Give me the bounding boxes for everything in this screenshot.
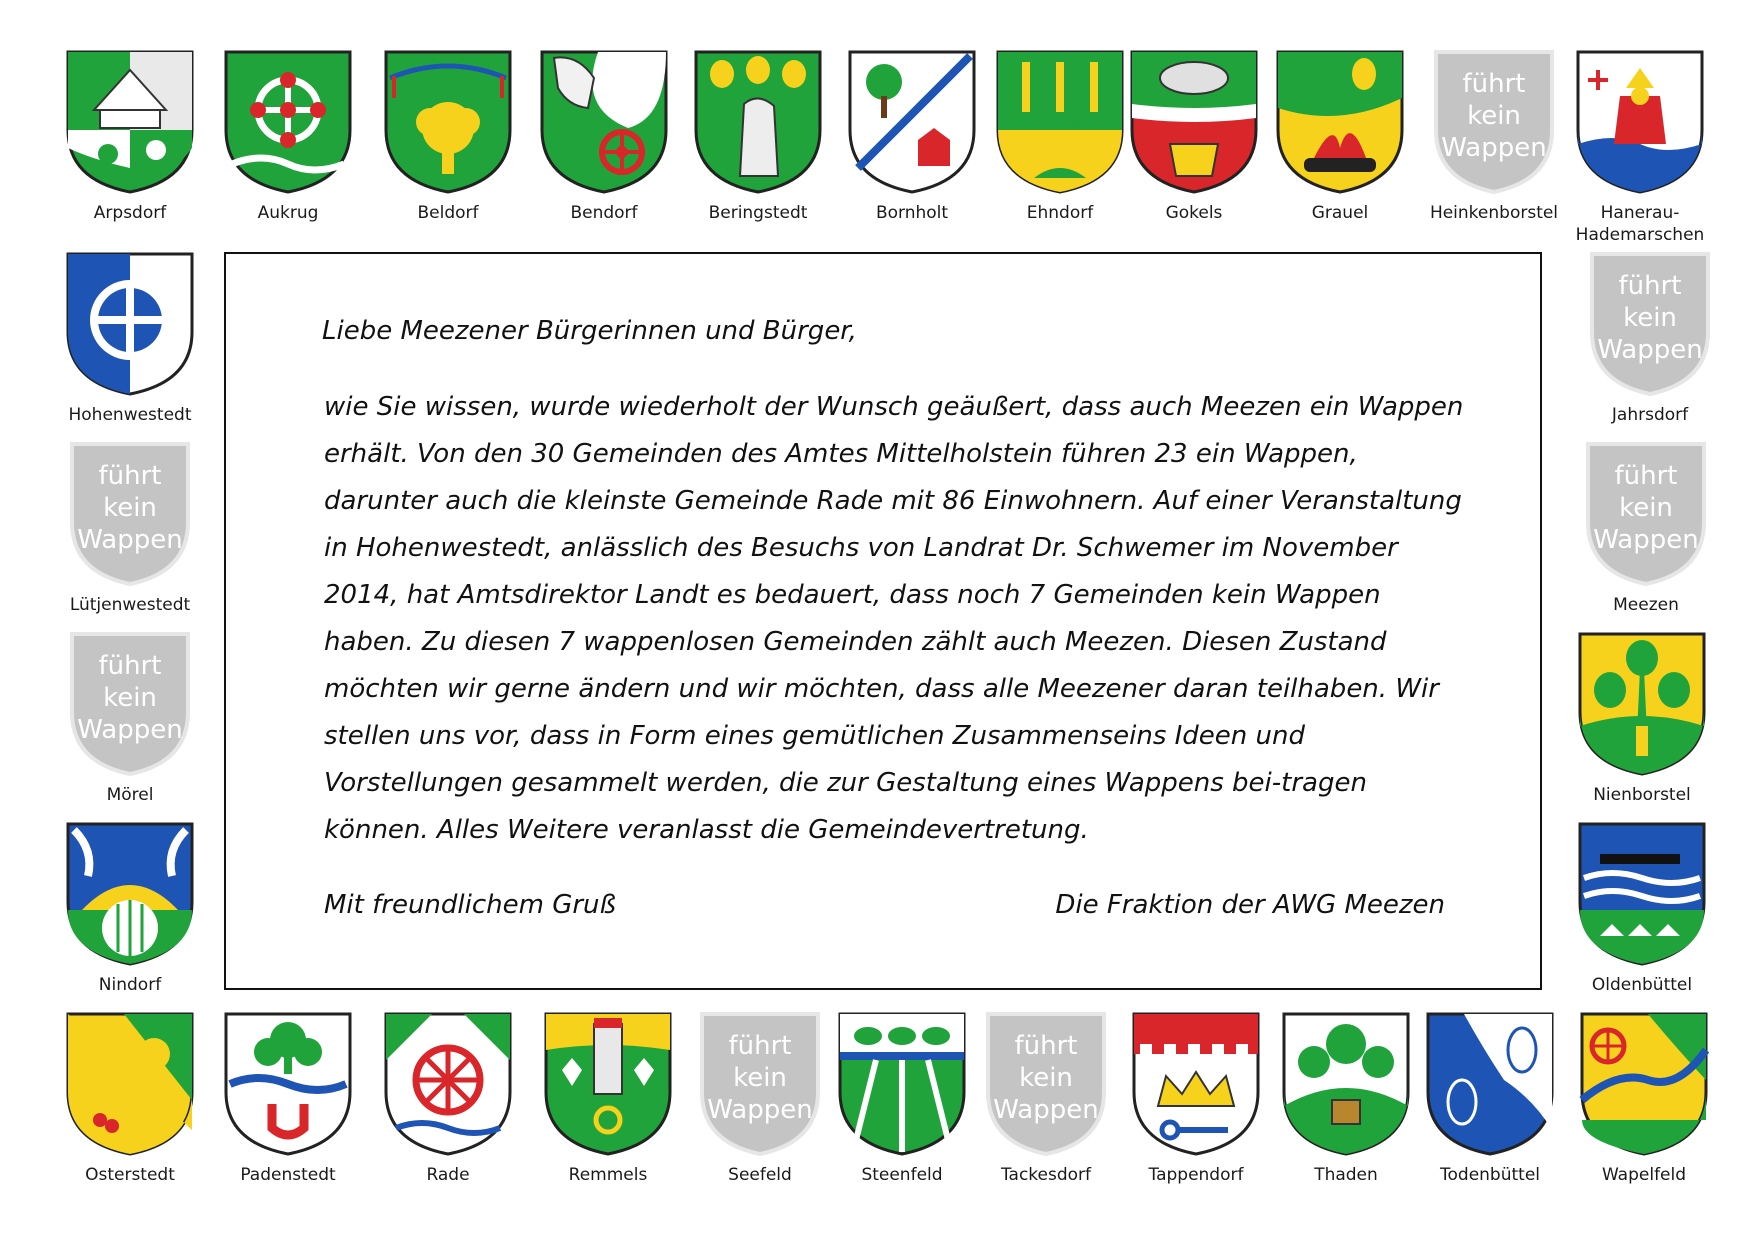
grauel-coat-of-arms-icon <box>1274 48 1406 196</box>
crest-arpsdorf <box>60 48 200 238</box>
arpsdorf-coat-of-arms-icon <box>64 48 196 196</box>
no-crest-line-3: Wappen <box>993 1095 1099 1125</box>
crest-moerel <box>60 630 200 820</box>
no-crest-line-3: Wappen <box>77 525 183 555</box>
no-crest-line-3: Wappen <box>1441 133 1547 163</box>
crest-name: Thaden <box>1314 1165 1378 1185</box>
gokels-coat-of-arms-icon <box>1128 48 1260 196</box>
crest-name: Lütjenwestedt <box>69 595 191 615</box>
crest-grauel <box>1270 48 1410 238</box>
crest-todenbuettel <box>1420 1010 1560 1200</box>
crest-name: Gokels <box>1165 203 1223 223</box>
oldenbuettel-coat-of-arms-icon <box>1576 820 1708 968</box>
no-crest-line-1: führt <box>1462 69 1526 99</box>
crest-luetjenwestedt <box>60 440 200 630</box>
crest-bornholt <box>842 48 982 238</box>
letter-body: wie Sie wissen, wurde wiederholt der Wunsch geäußert, dass auch Meezen ein Wappen erhält. Von den 30 Gemeinden des Amtes Mittelholstein führen 23 ein Wappen, darunter auch die kleinste Gemeinde Rade mit 86 Einwohnern. Auf einer Veranstaltung in Hohenwestedt, anlässlich des Besuchs von Landrat Dr. Schwemer im November 2014, hat Amtsdirektor Landt es bedauert, dass noch 7 Gemeinden kein Wappen haben. Zu diesen 7 wappenlosen Gemeinden zählt auch Meezen. Diesen Zustand möchten wir gerne ändern und wir möchten, dass alle Meezener daran teilhaben. Wir stellen uns vor, dass in Form eines gemütlichen Zusammenseins Ideen und Vorstellungen gesammelt werden, die zur Gestaltung eines Wappens bei-tragen können. Alles Weitere veranlasst die Gemeindevertretung. <box>324 392 1464 845</box>
no-coat-of-arms-placeholder-icon <box>1584 440 1708 588</box>
no-crest-line-1: führt <box>98 651 162 681</box>
crest-rade <box>378 1010 518 1200</box>
crest-name: Rade <box>426 1165 470 1185</box>
crest-nienborstel <box>1572 630 1712 820</box>
no-crest-line-2: kein <box>1623 303 1677 333</box>
crest-hanerau-hademarschen <box>1570 48 1710 245</box>
crest-hohenwestedt <box>60 250 200 440</box>
crest-osterstedt <box>60 1010 200 1200</box>
ehndorf-coat-of-arms-icon <box>994 48 1126 196</box>
crest-name: Seefeld <box>728 1165 792 1185</box>
no-coat-of-arms-placeholder-icon <box>698 1010 822 1158</box>
crest-bendorf <box>534 48 674 238</box>
crest-heinkenborstel <box>1424 48 1564 238</box>
no-coat-of-arms-placeholder-icon <box>1588 250 1712 398</box>
crest-jahrsdorf <box>1580 250 1720 440</box>
crest-tappendorf <box>1126 1010 1266 1200</box>
crest-beringstedt <box>688 48 828 238</box>
no-crest-line-3: Wappen <box>77 715 183 745</box>
bendorf-coat-of-arms-icon <box>538 48 670 196</box>
letter-salutation: Liebe Meezener Bürgerinnen und Bürger, <box>322 316 857 346</box>
remmels-coat-of-arms-icon <box>542 1010 674 1158</box>
crest-meezen <box>1576 440 1716 630</box>
crest-name: Osterstedt <box>85 1165 175 1185</box>
crest-name: Padenstedt <box>240 1165 336 1185</box>
crest-steenfeld <box>832 1010 972 1200</box>
crest-name: Hohenwestedt <box>68 405 192 425</box>
crest-name: Hanerau-Hademarschen <box>1575 203 1705 245</box>
todenbuettel-coat-of-arms-icon <box>1424 1010 1556 1158</box>
crest-oldenbuettel <box>1572 820 1712 1010</box>
no-crest-line-1: führt <box>1614 461 1678 491</box>
no-crest-line-1: führt <box>1618 271 1682 301</box>
crest-thaden <box>1276 1010 1416 1200</box>
crest-ehndorf <box>990 48 1130 238</box>
crest-name: Todenbüttel <box>1440 1165 1540 1185</box>
beldorf-coat-of-arms-icon <box>382 48 514 196</box>
crest-name: Remmels <box>568 1165 648 1185</box>
rade-coat-of-arms-icon <box>382 1010 514 1158</box>
crest-name: Nienborstel <box>1593 785 1691 805</box>
beringstedt-coat-of-arms-icon <box>692 48 824 196</box>
crest-tackesdorf <box>976 1010 1116 1200</box>
tappendorf-coat-of-arms-icon <box>1130 1010 1262 1158</box>
letter-greeting: Mit freundlichem Gruß <box>324 890 616 920</box>
crest-name: Beldorf <box>417 203 479 223</box>
crest-name: Bendorf <box>570 203 638 223</box>
no-crest-line-3: Wappen <box>1597 335 1703 365</box>
crest-nindorf <box>60 820 200 1010</box>
crest-beldorf <box>378 48 518 238</box>
no-crest-line-1: führt <box>728 1031 792 1061</box>
aukrug-coat-of-arms-icon <box>222 48 354 196</box>
crest-name: Mörel <box>106 785 154 805</box>
no-crest-line-2: kein <box>103 683 157 713</box>
steenfeld-coat-of-arms-icon <box>836 1010 968 1158</box>
no-crest-line-2: kein <box>1019 1063 1073 1093</box>
thaden-coat-of-arms-icon <box>1280 1010 1412 1158</box>
no-coat-of-arms-placeholder-icon <box>68 630 192 778</box>
letter-box <box>224 252 1542 990</box>
padenstedt-coat-of-arms-icon <box>222 1010 354 1158</box>
no-crest-line-1: führt <box>98 461 162 491</box>
no-crest-line-2: kein <box>733 1063 787 1093</box>
crest-name: Wapelfeld <box>1601 1165 1687 1185</box>
no-coat-of-arms-placeholder-icon <box>984 1010 1108 1158</box>
crest-name: Arpsdorf <box>93 203 167 223</box>
no-crest-line-2: kein <box>1467 101 1521 131</box>
crest-name: Oldenbüttel <box>1591 975 1693 995</box>
crest-wapelfeld <box>1574 1010 1714 1200</box>
crest-seefeld <box>690 1010 830 1200</box>
osterstedt-coat-of-arms-icon <box>64 1010 196 1158</box>
bornholt-coat-of-arms-icon <box>846 48 978 196</box>
letter-signature: Die Fraktion der AWG Meezen <box>1055 890 1445 920</box>
no-coat-of-arms-placeholder-icon <box>1432 48 1556 196</box>
crest-name: Jahrsdorf <box>1611 405 1689 425</box>
no-crest-line-2: kein <box>103 493 157 523</box>
crest-name: Tappendorf <box>1148 1165 1244 1185</box>
crest-aukrug <box>218 48 358 238</box>
crest-name: Beringstedt <box>708 203 808 223</box>
no-crest-line-1: führt <box>1014 1031 1078 1061</box>
crest-name: Aukrug <box>257 203 319 223</box>
no-crest-line-3: Wappen <box>707 1095 813 1125</box>
wapelfeld-coat-of-arms-icon <box>1578 1010 1710 1158</box>
nindorf-coat-of-arms-icon <box>64 820 196 968</box>
nienborstel-coat-of-arms-icon <box>1576 630 1708 778</box>
crest-name: Ehndorf <box>1026 203 1094 223</box>
no-crest-line-3: Wappen <box>1593 525 1699 555</box>
crest-name: Grauel <box>1311 203 1369 223</box>
crest-name: Heinkenborstel <box>1429 203 1559 223</box>
hohenwestedt-coat-of-arms-icon <box>64 250 196 398</box>
crest-name: Steenfeld <box>861 1165 943 1185</box>
crest-name: Bornholt <box>875 203 949 223</box>
no-coat-of-arms-placeholder-icon <box>68 440 192 588</box>
no-crest-line-2: kein <box>1619 493 1673 523</box>
crest-name: Meezen <box>1613 595 1679 615</box>
crest-gokels <box>1124 48 1264 238</box>
crest-name: Tackesdorf <box>1000 1165 1092 1185</box>
crest-name: Nindorf <box>98 975 162 995</box>
crest-remmels <box>538 1010 678 1200</box>
hanerau-hademarschen-coat-of-arms-icon <box>1574 48 1706 196</box>
crest-padenstedt <box>218 1010 358 1200</box>
